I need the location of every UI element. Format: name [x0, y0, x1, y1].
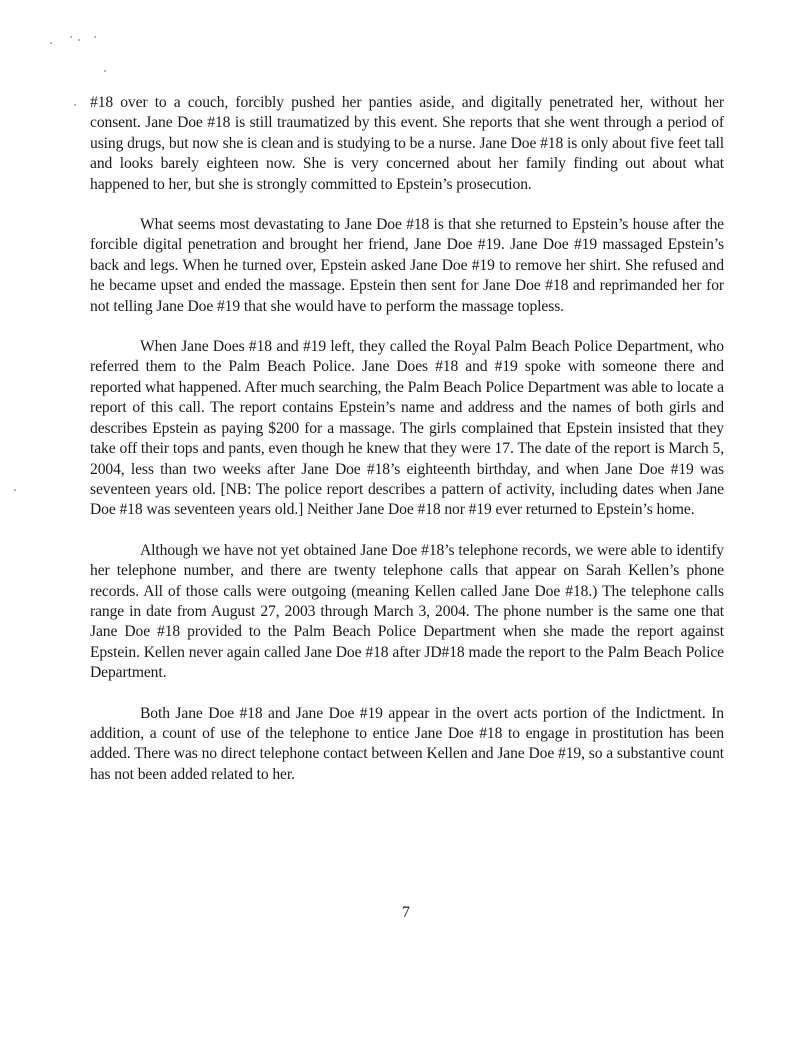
- page-number: 7: [402, 904, 410, 921]
- paragraph-police-report: When Jane Does #18 and #19 left, they called the Royal Palm Beach Police Department, who referred them to the Palm Beach Police. Jane Does #18 and #19 spoke with someone there and reported what happened. After much searching, the Palm Beach Police Department was able to locate a report of this call. The report contains Epstein’s name and address and the names of both girls and describes Epstein as paying $200 for a massage. The girls complained that Epstein insisted that they take off their tops and pants, even though he knew that they were 17. The date of the report is March 5, 2004, less than two weeks after Jane Doe #18’s eighteenth birthday, and when Jane Doe #19 was seventeen years old. [NB: The police report describes a pattern of activity, including dates when Jane Doe #18 was seventeen years old.] Neither Jane Doe #18 nor #19 ever returned to Epstein’s home.: [90, 338, 724, 519]
- body-text: [90, 93, 724, 805]
- paragraph-return-visit: What seems most devastating to Jane Doe #18 is that she returned to Epstein’s house after the forcible digital penetration and brought her friend, Jane Doe #19. Jane Doe #19 massaged Epstein’s back and legs. When he turned over, Epstein asked Jane Doe #19 to remove her shirt. She refused and he became upset and ended the massage. Epstein then sent for Jane Doe #18 and reprimanded her for not telling Jane Doe #19 that she would have to perform the massage topless.: [90, 216, 724, 315]
- paragraph-telephone-records: Although we have not yet obtained Jane Doe #18’s telephone records, we were able to identify her telephone number, and there are twenty telephone calls that appear on Sarah Kellen’s phone records. All of those calls were outgoing (meaning Kellen called Jane Doe #18.) The telephone calls range in date from August 27, 2003 through March 3, 2004. The phone number is the same one that Jane Doe #18 provided to the Palm Beach Police Department when she made the report against Epstein. Kellen never again called Jane Doe #18 after JD#18 made the report to the Palm Beach Police Department.: [90, 541, 724, 682]
- scan-speck: [14, 489, 16, 491]
- scan-speck: [50, 42, 52, 44]
- scan-speck: [104, 70, 106, 72]
- paragraph-continuation: #18 over to a couch, forcibly pushed her panties aside, and digitally penetrated her, without her consent. Jane Doe #18 is still traumatized by this event. She reports that she went through a period of using drugs, but now she is clean and is studying to be a nurse. Jane Doe #18 is only about five feet tall and looks barely eighteen now. She is very concerned about her family finding out about what happened to her, but she is strongly committed to Epstein’s prosecution.: [90, 94, 724, 193]
- scan-speck: [70, 36, 72, 38]
- scan-speck: [74, 104, 76, 106]
- scan-speck: [94, 36, 96, 38]
- scan-speck: [78, 39, 80, 41]
- paragraph-indictment: Both Jane Doe #18 and Jane Doe #19 appear in the overt acts portion of the Indictment. In addition, a count of use of the telephone to entice Jane Doe #18 to engage in prostitution has been added. There was no direct telephone contact between Kellen and Jane Doe #19, so a substantive count has not been added related to her.: [90, 704, 724, 783]
